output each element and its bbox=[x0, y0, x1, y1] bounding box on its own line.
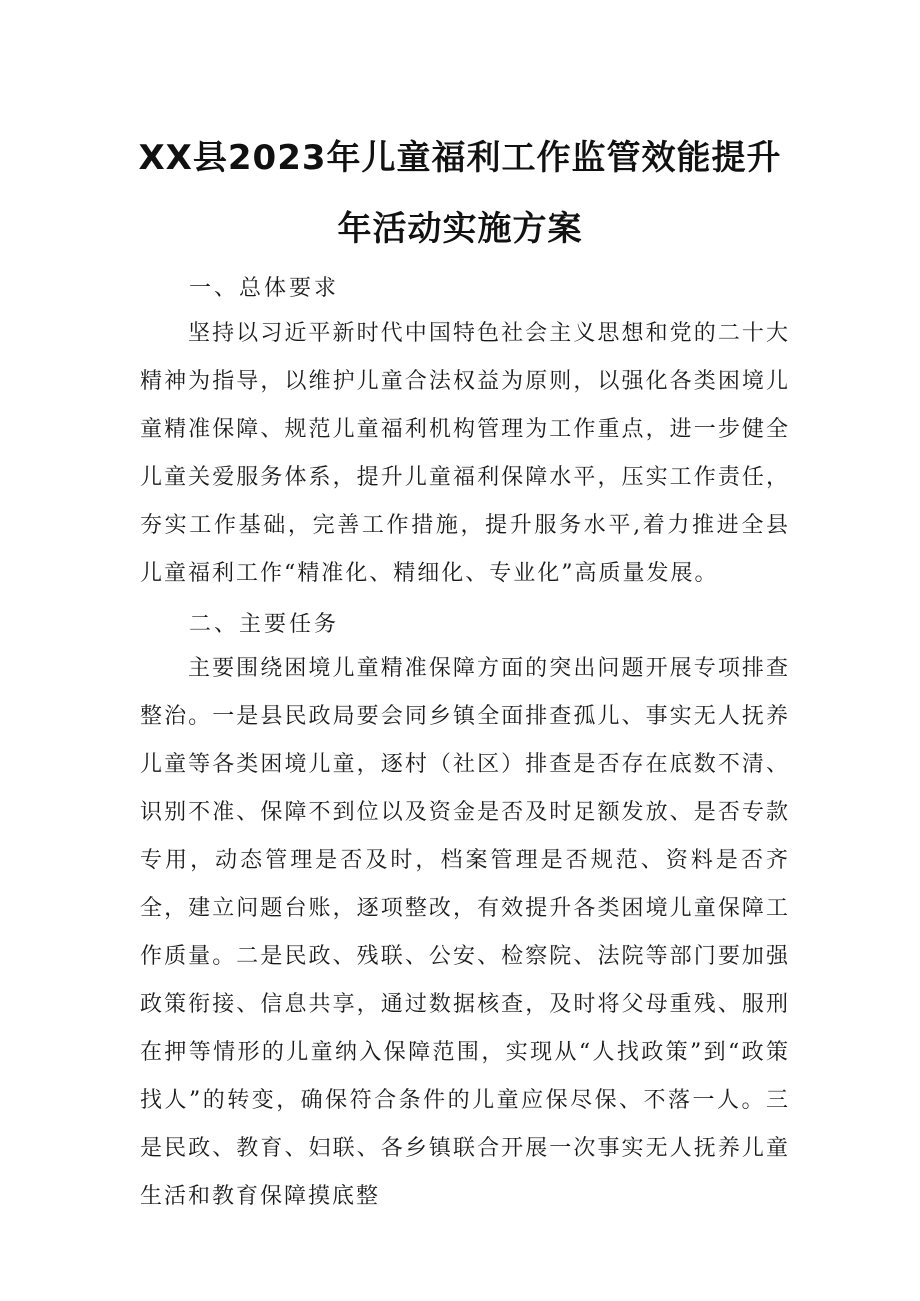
document-title-line-1: XX县2023年儿童福利工作监管效能提升 bbox=[138, 138, 782, 178]
section-heading-main-tasks: 二、主要任务 bbox=[189, 612, 340, 637]
document-title-line-2: 年活动实施方案 bbox=[337, 209, 583, 249]
section-heading-general-requirements: 一、总体要求 bbox=[189, 276, 340, 301]
section-paragraph-general-requirements: 坚持以习近平新时代中国特色社会主义思想和党的二十大精神为指导，以维护儿童合法权益为原则，以强化各类困境儿童精准保障、规范儿童福利机构管理为工作重点，进一步健全儿童关爱服务体系，提升儿童福利保障水平，压实工作责任，夯实工作基础，完善工作措施，提升服务水平,着力推进全县儿童福利工作“精准化、精细化、专业化”高质量发展。 bbox=[140, 321, 790, 586]
section-paragraph-main-tasks: 主要围绕困境儿童精准保障方面的突出问题开展专项排查整治。一是县民政局要会同乡镇全面排查孤儿、事实无人抚养儿童等各类困境儿童，逐村（社区）排查是否存在底数不清、识别不准、保障不到位以及资金是否及时足额发放、是否专款专用，动态管理是否及时，档案管理是否规范、资料是否齐全，建立问题台账，逐项整改，有效提升各类困境儿童保障工作质量。二是民政、残联、公安、检察院、法院等部门要加强政策衔接、信息共享，通过数据核查，及时将父母重残、服刑在押等情形的儿童纳入保障范围，实现从“人找政策”到“政策找人”的转变，确保符合条件的儿童应保尽保、不落一人。三是民政、教育、妇联、各乡镇联合开展一次事实无人抚养儿童生活和教育保障摸底整 bbox=[140, 656, 790, 1209]
